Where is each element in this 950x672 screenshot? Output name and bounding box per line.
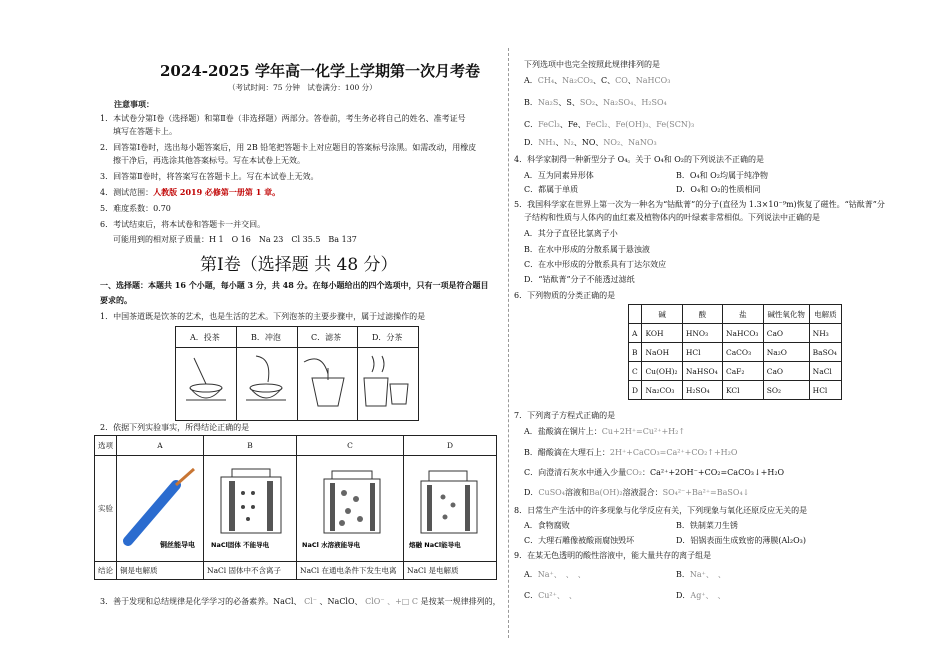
- q2-img-c-label: NaCl 水溶液能导电: [302, 540, 361, 549]
- q1-option-a: A．投茶: [190, 333, 220, 342]
- q2-img-d-label: 熔融 NaCl能导电: [409, 540, 461, 549]
- q2-table: 选项 A B C D 实验 铜丝能导电 NaCl固体 不能导电 NaCl 水溶液能导电 熔融 NaCl能导电 结论 铜是电解质 NaCl 固体中不含离子 NaCl 在通电条件下发生电离 NaCl 是电解质: [94, 435, 497, 580]
- note-3: 3．回答第Ⅱ卷时，将答案写在答题卡上。写在本试卷上无效。: [100, 172, 319, 181]
- copper-wire-illustration: [120, 463, 200, 553]
- note-2: 2．回答第Ⅰ卷时，选出每小题答案后，用 2B 铅笔把答题卡上对应题目的答案标号涂黑。如需改动，用橡皮: [100, 143, 477, 152]
- q6-cell: BaSO₄: [809, 343, 841, 362]
- q5-option-b: B．在水中形成的分散系属于悬浊液: [524, 245, 650, 254]
- q6-cell: CaF₂: [722, 362, 763, 381]
- q8-option-b: B．铁制菜刀生锈: [676, 521, 738, 530]
- q6-cell: 盐: [722, 305, 763, 324]
- q8-stem: 8．日常生产生活中的许多现象与化学反应有关，下列现象与氧化还原反应无关的是: [514, 506, 808, 515]
- q6-cell: HNO₃: [682, 324, 722, 343]
- q2-row-experiment: 实验: [95, 456, 117, 562]
- q6-cell: 碱性氧化物: [763, 305, 809, 324]
- q6-cell: C: [629, 362, 642, 381]
- exam-subtitle: （考试时间：75 分钟 试卷满分：100 分）: [228, 83, 377, 92]
- q9-option-a: A．Na⁺、 、 、: [524, 570, 586, 579]
- q5-stem: 5．我国科学家在世界上第一次为一种名为“钴酞菁”的分子(直径为 1.3×10⁻⁹m)恢复了磁性。“钴酞菁”分: [514, 200, 885, 209]
- q6-header-row: [629, 305, 842, 324]
- q8-option-c: C．大理石雕像被酸雨腐蚀毁坏: [524, 536, 635, 545]
- q6-cell: B: [629, 343, 642, 362]
- q9-stem: 9．在某无色透明的酸性溶液中，能大量共存的离子组是: [514, 551, 712, 560]
- q1-stem: 1．中国茶道既是饮茶的艺术，也是生活的艺术。下列泡茶的主要步骤中，属于过滤操作的是: [100, 312, 426, 321]
- q6-cell: Na₂O: [763, 343, 809, 362]
- q6-stem: 6．下列物质的分类正确的是: [514, 291, 616, 300]
- nacl-solid-illustration: [207, 463, 293, 553]
- q3-option-d: D．NH₃、N₂、NO、NO₂、NaNO₃: [524, 138, 657, 147]
- q1-option-c: C．滤茶: [311, 333, 342, 342]
- q6-cell: NaCl: [809, 362, 841, 381]
- q3-option-b: B．Na₂S、S、SO₂、Na₂SO₄、H₂SO₄: [524, 98, 667, 107]
- test-scope: 人教版 2019 必修第一册第 1 章。: [153, 187, 281, 197]
- q6-table: [628, 304, 842, 400]
- q6-cell: KCl: [722, 381, 763, 400]
- section-title: 第Ⅰ卷（选择题 共 48 分）: [200, 255, 398, 275]
- q2-img-a-label: 铜丝能导电: [160, 540, 195, 549]
- q1-option-d: D．分茶: [372, 333, 403, 342]
- q5-option-d: D．“钴酞菁”分子不能透过滤纸: [524, 275, 635, 284]
- q6-cell: KOH: [642, 324, 682, 343]
- column-divider: [508, 48, 509, 638]
- molten-nacl-illustration: [407, 463, 493, 553]
- atomic-masses: 可能用到的相对原子质量：H 1 O 16 Na 23 Cl 35.5 Ba 137: [113, 235, 357, 244]
- q5-option-a: A．其分子直径比氯离子小: [524, 229, 618, 238]
- q4-option-d: D．O₄和 O₂的性质相同: [676, 185, 761, 194]
- section-intro: 一、选择题：本题共 16 个小题，每小题 3 分，共 48 分。在每小题给出的四个选项中，只有一项是符合题目: [100, 280, 489, 290]
- nacl-solution-illustration: [300, 463, 400, 553]
- q6-row: [629, 381, 842, 400]
- note-2-cont: 擦干净后，再选涂其他答案标号。写在本试卷上无效。: [113, 156, 305, 165]
- q6-cell: [629, 305, 642, 324]
- q6-cell: H₂SO₄: [682, 381, 722, 400]
- q7-option-b: B．醋酸滴在大理石上：2H⁺+CaCO₃=Ca²⁺+CO₂↑+H₂O: [524, 448, 738, 457]
- q6-cell: CaCO₃: [722, 343, 763, 362]
- q3-lead: 下列选项中也完全按照此规律排列的是: [524, 60, 660, 69]
- q7-option-d: D．CuSO₄溶液和Ba(OH)₂溶液混合：SO₄²⁻+Ba²⁺=BaSO₄↓: [524, 488, 750, 497]
- q4-option-c: C．都属于单质: [524, 185, 579, 194]
- q9-option-c: C．Cu²⁺、 、: [524, 591, 577, 600]
- q6-cell: D: [629, 381, 642, 400]
- q7-option-c: C．向澄清石灰水中通入少量CO₂：Ca²⁺+2OH⁻+CO₂=CaCO₃↓+H₂O: [524, 468, 785, 477]
- q2-stem: 2．依据下列实验事实，所得结论正确的是: [100, 423, 250, 432]
- q9-option-d: D．Ag⁺、 、: [676, 591, 726, 600]
- q6-cell: CaO: [763, 324, 809, 343]
- q7-option-a: A．盐酸滴在铜片上：Cu+2H⁺=Cu²⁺+H₂↑: [524, 427, 686, 436]
- section-intro-cont: 要求的。: [100, 295, 132, 305]
- q4-option-a: A．互为同素异形体: [524, 171, 594, 180]
- q1-option-b: B．冲泡: [251, 333, 281, 342]
- q6-cell: NaHCO₃: [722, 324, 763, 343]
- q6-cell: HCl: [682, 343, 722, 362]
- q3-option-c: C．FeCl₃、Fe、FeCl₂、Fe(OH)₃、Fe(SCN)₃: [524, 120, 695, 129]
- q8-option-a: A．食物腐败: [524, 521, 570, 530]
- q6-cell: CaO: [763, 362, 809, 381]
- q6-row: [629, 362, 842, 381]
- q5-option-c: C．在水中形成的分散系具有丁达尔效应: [524, 260, 667, 269]
- q6-cell: 电解质: [809, 305, 841, 324]
- q9-option-b: B．Na⁺、 、: [676, 570, 726, 579]
- q8-option-d: D．铝锅表面生成致密的薄膜(Al₂O₃): [676, 536, 806, 545]
- q6-cell: SO₂: [763, 381, 809, 400]
- note-5: 5．难度系数：0.70: [100, 204, 171, 213]
- q6-row: [629, 324, 842, 343]
- q6-cell: A: [629, 324, 642, 343]
- q4-option-b: B．O₄和 O₂均属于纯净物: [676, 171, 768, 180]
- note-1-cont: 填写在答题卡上。: [113, 127, 177, 136]
- q6-cell: NaOH: [642, 343, 682, 362]
- q5-stem-cont: 子结构和性质与人体内的血红素及植物体内的叶绿素非常相似。下列说法中正确的是: [524, 213, 820, 222]
- q6-cell: NaHSO₄: [682, 362, 722, 381]
- q6-cell: 碱: [642, 305, 682, 324]
- tea-steps-illustration: [176, 348, 418, 420]
- q6-cell: 酸: [682, 305, 722, 324]
- q6-cell: NH₃: [809, 324, 841, 343]
- q6-cell: HCl: [809, 381, 841, 400]
- q7-stem: 7．下列离子方程式正确的是: [514, 411, 616, 420]
- q3-option-a: A．CH₄、Na₂CO₃、C、CO、NaHCO₃: [524, 76, 671, 85]
- notes-heading: 注意事项：: [114, 99, 154, 109]
- note-1: 1．本试卷分第Ⅰ卷（选择题）和第Ⅱ卷（非选择题）两部分。答卷前，考生务必将自己的姓名、准考证号: [100, 114, 466, 123]
- q4-stem: 4．科学家制得一种新型分子 O₄。关于 O₄和 O₂的下列说法不正确的是: [514, 155, 765, 164]
- q3-stem: 3．善于发现和总结规律是化学学习的必备素养。NaCl、 Cl⁻ 、NaClO、 ClO⁻ 、+□ C 是按某一规律排列的，: [100, 597, 501, 606]
- q2-img-b-label: NaCl固体 不能导电: [211, 540, 270, 549]
- exam-title: 2024-2025 学年高一化学上学期第一次月考卷: [160, 62, 480, 80]
- q2-row-conclusion: 结论: [95, 562, 117, 580]
- note-6: 6．考试结束后，将本试卷和答题卡一并交回。: [100, 220, 266, 229]
- q6-row: [629, 343, 842, 362]
- q6-cell: Na₂CO₃: [642, 381, 682, 400]
- note-4: 4．测试范围：人教版 2019 必修第一册第 1 章。: [100, 187, 281, 197]
- q6-cell: Cu(OH)₂: [642, 362, 682, 381]
- q1-figure: [175, 326, 419, 421]
